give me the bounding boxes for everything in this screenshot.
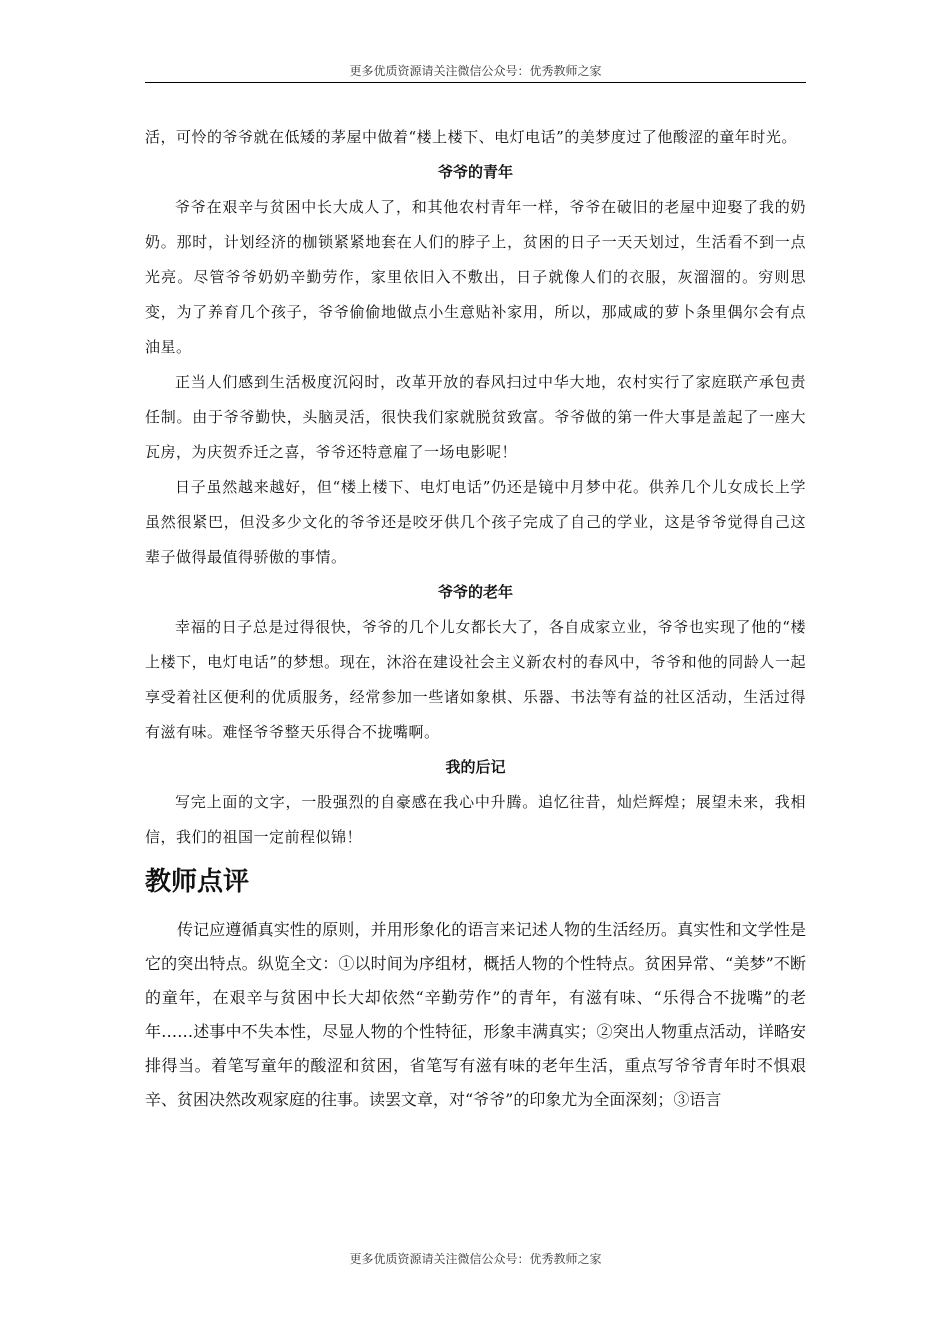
teacher-review-heading: 教师点评 <box>145 867 250 897</box>
youth-paragraph-2: 正当人们感到生活极度沉闷时，改革开放的春风扫过中华大地，农村实行了家庭联产承包责任制。由于爷爷勤快，头脑灵活，很快我们家就脱贫致富。爷爷做的第一件大事是盖起了一座大瓦房，为庆贺乔迁之喜，爷爷还特意雇了一场电影呢！ <box>145 373 806 461</box>
section-heading-youth: 爷爷的青年 <box>437 163 513 181</box>
youth-paragraph-3: 日子虽然越来越好，但“楼上楼下、电灯电话”仍还是镜中月梦中花。供养几个儿女成长上学虽然很紧巴，但没多少文化的爷爷还是咬牙供几个孩子完成了自己的学业，这是爷爷觉得自己这辈子做得最值得骄傲的事情。 <box>145 478 806 566</box>
page-footer: 更多优质资源请关注微信公众号：优秀教师之家 <box>349 1252 602 1266</box>
essay-intro-paragraph: 活，可怜的爷爷就在低矮的茅屋中做着“楼上楼下、电灯电话”的美梦度过了他酸涩的童年时光。 <box>145 128 797 146</box>
section-heading-old-age: 爷爷的老年 <box>437 583 513 601</box>
section-heading-afterword: 我的后记 <box>445 758 506 776</box>
old-age-paragraph-1: 幸福的日子总是过得很快，爷爷的几个儿女都长大了，各自成家立业，爷爷也实现了他的“楼上楼下，电灯电话”的梦想。现在，沐浴在建设社会主义新农村的春风中，爷爷和他的同龄人一起享受着社区便利的优质服务，经常参加一些诸如象棋、乐器、书法等有益的社区活动，生活过得有滋有味。难怪爷爷整天乐得合不拢嘴啊。 <box>145 618 806 741</box>
afterword-paragraph-1: 写完上面的文字，一股强烈的自豪感在我心中升腾。追忆往昔，灿烂辉煌；展望未来，我相信，我们的祖国一定前程似锦！ <box>145 793 806 846</box>
document-body <box>145 120 806 1117</box>
page-header: 更多优质资源请关注微信公众号：优秀教师之家 <box>349 64 602 78</box>
youth-paragraph-1: 爷爷在艰辛与贫困中长大成人了，和其他农村青年一样，爷爷在破旧的老屋中迎娶了我的奶奶。那时，计划经济的枷锁紧紧地套在人们的脖子上，贫困的日子一天天划过，生活看不到一点光亮。尽管爷爷奶奶辛勤劳作，家里依旧入不敷出，日子就像人们的衣服，灰溜溜的。穷则思变，为了养育几个孩子，爷爷偷偷地做点小生意贴补家用，所以，那咸咸的萝卜条里偶尔会有点油星。 <box>145 198 806 356</box>
header-divider <box>145 82 806 83</box>
teacher-review-paragraph: 传记应遵循真实性的原则，并用形象化的语言来记述人物的生活经历。真实性和文学性是它的突出特点。纵览全文：①以时间为序组材，概括人物的个性特点。贫困异常、“美梦”不断的童年，在艰辛与贫困中长大却依然“辛勤劳作”的青年，有滋有味、“乐得合不拢嘴”的老年……述事中不失本性，尽显人物的个性特征，形象丰满真实；②突出人物重点活动，详略安排得当。着笔写童年的酸涩和贫困，省笔写有滋有味的老年生活，重点写爷爷青年时不惧艰辛、贫困决然改观家庭的往事。读罢文章，对“爷爷”的印象尤为全面深刻；③语言 <box>145 920 806 1109</box>
